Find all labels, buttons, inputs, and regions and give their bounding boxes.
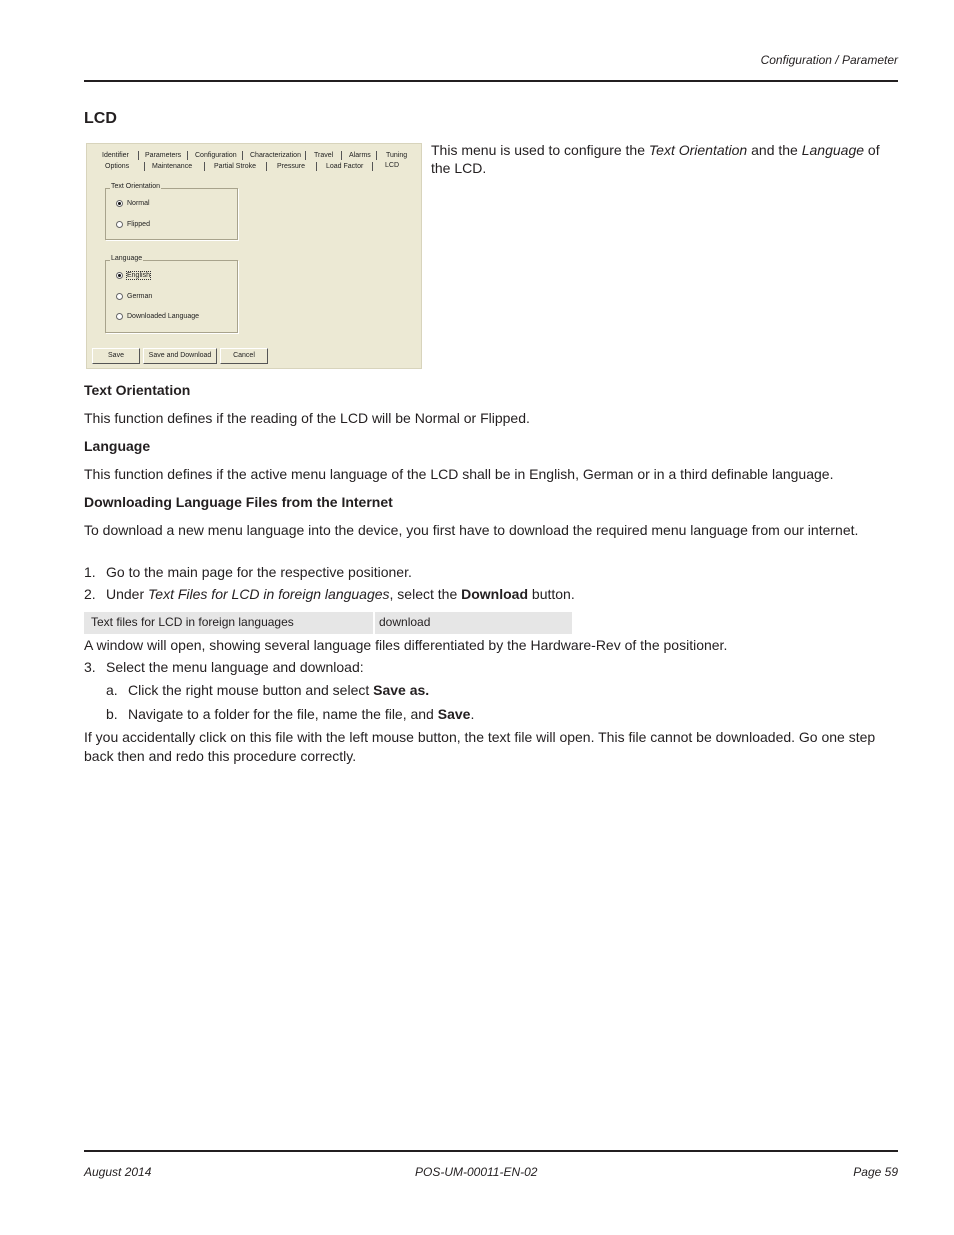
tab-separator (266, 162, 267, 171)
tab-configuration: Configuration (195, 152, 237, 159)
table-cell-divider (373, 612, 375, 634)
step-text: Select the menu language and download: (106, 659, 364, 675)
tab-travel: Travel (314, 152, 334, 159)
step-3 (84, 658, 364, 677)
step-number: 3. (84, 659, 96, 675)
step-number: 1. (84, 564, 96, 580)
substep-text: Navigate to a folder for the file, name the file, and (128, 706, 438, 722)
radio-german (116, 293, 152, 300)
footer-page-number: Page 59 (853, 1165, 898, 1179)
tab-separator (242, 151, 243, 160)
step-text: Go to the main page for the respective positioner. (106, 564, 412, 580)
text-orientation-group-label: Text Orientation (111, 183, 161, 190)
download-table-label: Text files for LCD in foreign languages (91, 615, 294, 629)
radio-german-indicator (116, 293, 123, 300)
footer-date: August 2014 (84, 1165, 152, 1179)
radio-downloaded-language-label: Downloaded Language (127, 313, 200, 320)
tab-separator (187, 151, 188, 160)
tab-maintenance: Maintenance (152, 163, 193, 170)
radio-flipped-indicator (116, 221, 123, 228)
save-button: Save (92, 348, 140, 364)
intro-text: This menu is used to configure the (431, 142, 649, 158)
intro-term-text-orientation: Text Orientation (648, 142, 748, 158)
step-3a (106, 681, 429, 700)
tab-separator (204, 162, 205, 171)
radio-english-indicator (116, 272, 123, 279)
downloading-body: To download a new menu language into the device, you first have to download the required menu language from our internet. (84, 522, 859, 538)
text-orientation-group (105, 188, 238, 240)
intro-text: of the LCD. (431, 142, 880, 176)
tab-parameters: Parameters (145, 152, 182, 159)
step-bold-text: Download (461, 586, 529, 602)
radio-normal-indicator (116, 200, 123, 207)
radio-downloaded-language-indicator (116, 313, 123, 320)
tab-separator (305, 151, 306, 160)
step-text: , select the (389, 586, 462, 602)
text-orientation-body: This function defines if the reading of the LCD will be Normal or Flipped. (84, 410, 530, 426)
save-and-download-button: Save and Download (143, 348, 217, 364)
tab-separator (372, 162, 373, 171)
lcd-config-screenshot (86, 143, 422, 369)
after-table-paragraph: A window will open, showing several language files differentiated by the Hardware-Rev of the positioner. (84, 637, 728, 653)
tab-separator (316, 162, 317, 171)
cancel-button: Cancel (220, 348, 268, 364)
tab-separator (144, 162, 145, 171)
step-2 (84, 585, 575, 604)
language-heading: Language (84, 438, 151, 454)
substep-letter: b. (106, 706, 118, 722)
radio-flipped-label: Flipped (127, 221, 150, 228)
substep-text: Click the right mouse button and select (128, 682, 374, 698)
header-rule (84, 80, 898, 82)
intro-paragraph (431, 141, 901, 177)
text-orientation-heading: Text Orientation (84, 382, 191, 398)
radio-flipped (116, 221, 150, 228)
substep-bold-text: Save as. (373, 682, 430, 698)
download-table-row (84, 612, 572, 634)
radio-normal (116, 200, 150, 207)
step-1 (84, 563, 412, 582)
tab-partial-stroke: Partial Stroke (214, 163, 257, 170)
substep-letter: a. (106, 682, 118, 698)
language-group-label: Language (111, 255, 143, 262)
section-title: LCD (84, 110, 117, 127)
intro-term-language: Language (801, 142, 865, 158)
radio-downloaded-language (116, 313, 199, 320)
tab-pressure: Pressure (277, 163, 306, 170)
step-text: Under (106, 586, 149, 602)
language-body: This function defines if the active menu language of the LCD shall be in English, German or in a third definable language. (84, 466, 834, 482)
tab-characterization: Characterization (250, 152, 301, 159)
tab-separator (138, 151, 139, 160)
radio-german-label: German (127, 293, 153, 300)
footer-doc-id: POS-UM-00011-EN-02 (415, 1165, 538, 1179)
closing-paragraph: If you accidentally click on this file with the left mouse button, the text file will open. This file cannot be downloaded. Go one step back then and redo this procedure correctly. (84, 729, 876, 764)
footer-rule (84, 1150, 898, 1152)
intro-text: and the (747, 142, 802, 158)
tab-separator (341, 151, 342, 160)
step-3b (106, 705, 474, 724)
radio-english-label: English (127, 272, 150, 279)
tab-separator (376, 151, 377, 160)
radio-english (116, 272, 150, 279)
tab-tuning: Tuning (386, 152, 408, 159)
substep-text: . (470, 706, 475, 722)
step-italic-text: Text Files for LCD in foreign languages (148, 586, 390, 602)
download-table-value: download (379, 615, 431, 629)
radio-normal-label: Normal (127, 200, 150, 207)
downloading-heading: Downloading Language Files from the Internet (84, 494, 393, 510)
tab-options: Options (105, 163, 130, 170)
tab-alarms: Alarms (349, 152, 371, 159)
tab-lcd: LCD (385, 162, 400, 169)
substep-bold-text: Save (437, 706, 471, 722)
step-text: button. (528, 586, 575, 602)
step-number: 2. (84, 586, 96, 602)
header-section-label: Configuration / Parameter (760, 53, 898, 67)
tab-identifier: Identifier (102, 152, 129, 159)
tab-load-factor: Load Factor (326, 163, 364, 170)
